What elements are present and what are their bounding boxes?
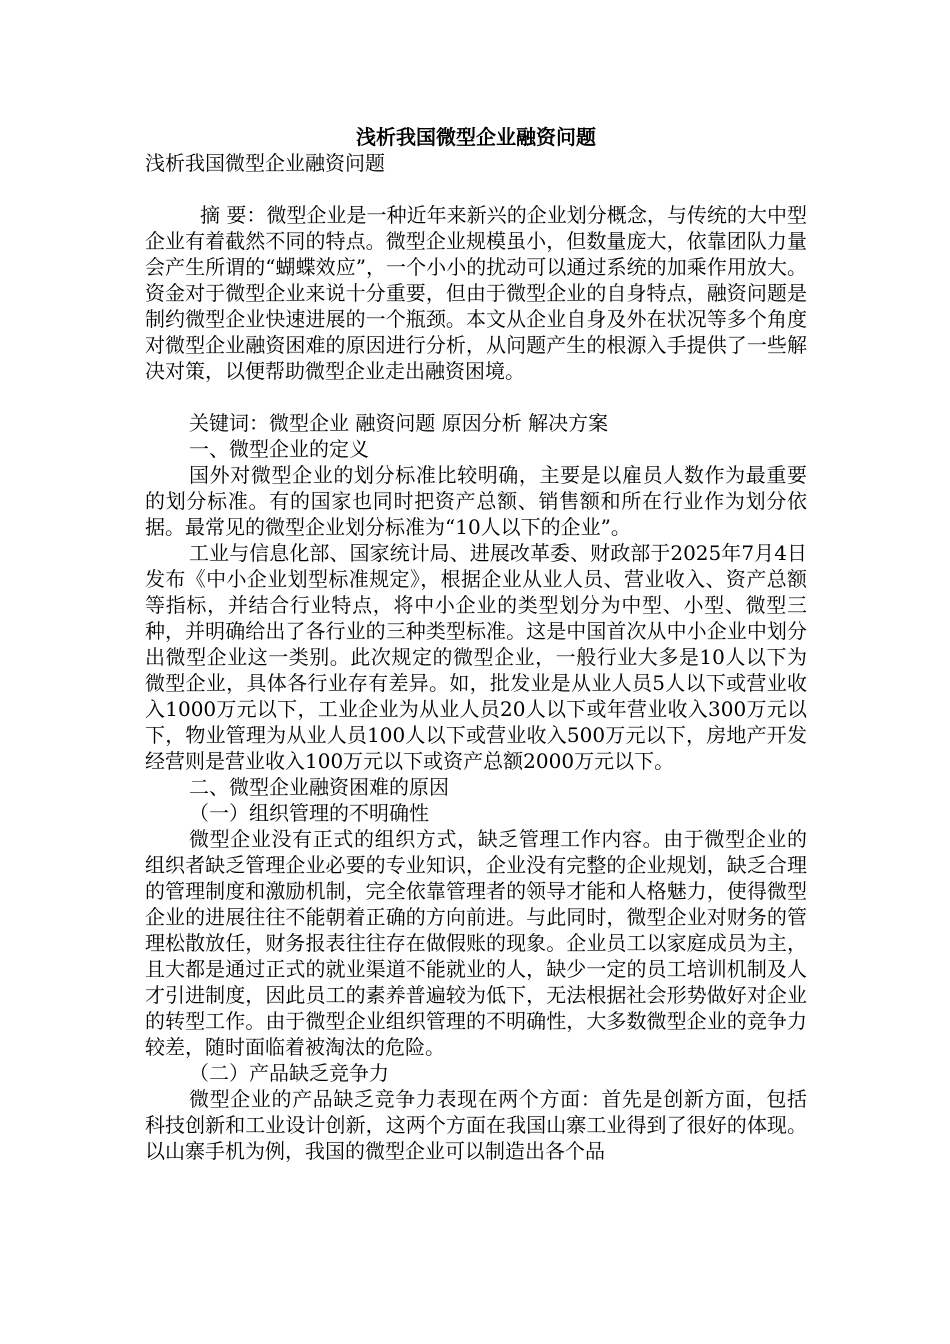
body-paragraph: 微型企业没有正式的组织方式，缺乏管理工作内容。由于微型企业的组织者缺乏管理企业必要的专业知识，企业没有完整的企业规划，缺乏合理的管理制度和激励机制，完全依靠管理者的领导才能和人格魅力，使得微型企业的进展往往不能朝着正确的方向前进。与此同时，微型企业对财务的管理松散放任，财务报表往往存在做假账的现象。企业员工以家庭成员为主，且大都是通过正式的就业渠道不能就业的人，缺少一定的员工培训机制及人才引进制度，因此员工的素养普遍较为低下，无法根据社会形势做好对企业的转型工作。由于微型企业组织管理的不明确性，大多数微型企业的竞争力较差，随时面临着被淘汰的危险。	[145, 827, 807, 1059]
document-subtitle: 浅析我国微型企业融资问题	[145, 151, 385, 175]
document-title: 浅析我国微型企业融资问题	[356, 125, 596, 149]
keywords-line: 关键词：微型企业 融资问题 原因分析 解决方案	[189, 411, 609, 435]
subsection-heading-competitiveness: （二）产品缺乏竞争力	[189, 1061, 389, 1085]
body-paragraph: 微型企业的产品缺乏竞争力表现在两个方面：首先是创新方面，包括科技创新和工业设计创新，这两个方面在我国山寨工业得到了很好的体现。以山寨手机为例，我国的微型企业可以制造出各个品	[145, 1087, 807, 1163]
subsection-heading-management: （一）组织管理的不明确性	[189, 801, 429, 825]
body-paragraph: 工业与信息化部、国家统计局、进展改革委、财政部于2025年7月4日发布《中小企业划型标准规定》，根据企业从业人员、营业收入、资产总额等指标，并结合行业特点，将中小企业的类型划分为中型、小型、微型三种，并明确给出了各行业的三种类型标准。这是中国首次从中小企业中划分出微型企业这一类别。此次规定的微型企业，一般行业大多是10人以下为微型企业，具体各行业存有差异。如，批发业是从业人员5人以下或营业收入1000万元以下，工业企业为从业人员20人以下或年营业收入300万元以下，物业管理为从业人员100人以下或营业收入500万元以下，房地产开发经营则是营业收入100万元以下或资产总额2000万元以下。	[145, 541, 807, 773]
document-page	[145, 112, 807, 1164]
section-heading-definition: 一、微型企业的定义	[189, 437, 369, 461]
abstract-paragraph: 摘 要：微型企业是一种近年来新兴的企业划分概念，与传统的大中型企业有着截然不同的特点。微型企业规模虽小，但数量庞大，依靠团队力量会产生所谓的“蝴蝶效应”，一个小小的扰动可以通过系统的加乘作用放大。资金对于微型企业来说十分重要，但由于微型企业的自身特点，融资问题是制约微型企业快速进展的一个瓶颈。本文从企业自身及外在状况等多个角度对微型企业融资困难的原因进行分析，从问题产生的根源入手提供了一些解决对策，以便帮助微型企业走出融资困境。	[145, 203, 807, 383]
body-paragraph: 国外对微型企业的划分标准比较明确，主要是以雇员人数作为最重要的划分标准。有的国家也同时把资产总额、销售额和所在行业作为划分依据。最常见的微型企业划分标准为“10人以下的企业”。	[145, 463, 807, 539]
section-heading-causes: 二、微型企业融资困难的原因	[189, 775, 449, 799]
